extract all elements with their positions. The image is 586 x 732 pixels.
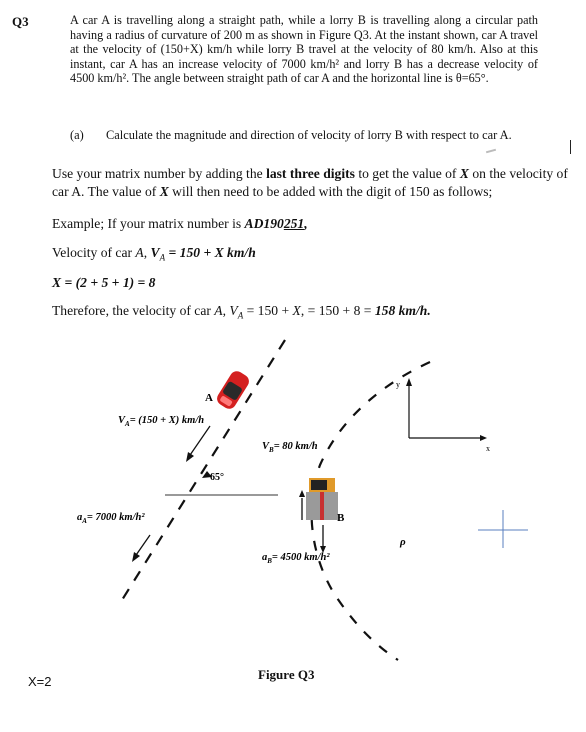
acceleration-arrowhead-icon bbox=[132, 552, 140, 562]
velocity-arrowhead-icon bbox=[299, 490, 305, 497]
car-a-acceleration-label: $a_A= 7000$ km/h² bbox=[77, 512, 145, 525]
velocity-line: Velocity of car A, $V_A = 150 + X$ km/h bbox=[52, 245, 256, 263]
x-equation: X = (2 + 5 + 1) = 8 bbox=[52, 275, 156, 290]
handwritten-note: X=2 bbox=[28, 674, 52, 689]
car-a-path bbox=[122, 340, 285, 600]
car-a bbox=[214, 369, 251, 412]
x-axis-arrowhead-icon bbox=[480, 435, 487, 441]
question-paragraph: A car A is travelling along a straight path, while a lorry B is travelling along a circular path having a radius of curvature of 200 m as shown in Figure Q3. At the instant shown, car A travel at the velocity of (150+X) km/h while lorry B travel at the velocity of 80 km/h. Also at this instant, car A has an increase velocity of 7000 km/h² and lorry B has a decrease velocity of 4500 km/h². The angle between straight path of car A and the horizontal line is θ=65°. bbox=[70, 13, 538, 86]
question-number: Q3 bbox=[12, 14, 29, 29]
car-a-velocity-arrow bbox=[188, 426, 210, 458]
lorry-b bbox=[306, 478, 338, 520]
y-axis-arrowhead-icon bbox=[406, 378, 412, 386]
car-a-label: A bbox=[205, 392, 213, 404]
car-a-velocity-label: $V_A= (150 + X)$ km/h bbox=[118, 415, 205, 428]
y-axis-label: y bbox=[396, 380, 400, 389]
velocity-arrowhead-icon bbox=[186, 452, 194, 462]
subquestion-label: (a) bbox=[70, 128, 84, 142]
subquestion-text: Calculate the magnitude and direction of velocity of lorry B with respect to car A. bbox=[106, 128, 512, 142]
figure-caption: Figure Q3 bbox=[258, 667, 315, 682]
example-line: Example; If your matrix number is AD190251, bbox=[52, 216, 308, 231]
lorry-b-label: B bbox=[337, 512, 345, 524]
lorry-b-acceleration-label: $a_B= 4500$ km/h² bbox=[262, 552, 330, 565]
angle-label: 65° bbox=[210, 472, 224, 483]
rho-label: ρ bbox=[400, 536, 406, 548]
x-axis-label: x bbox=[486, 444, 490, 453]
instruction-paragraph: Use your matrix number by adding the last three digits to get the value of X on the velocity of car A. The value of X will then need to be added with the digit of 150 as follows; bbox=[52, 166, 568, 199]
lorry-b-velocity-label: $V_B= 80$ km/h bbox=[262, 441, 318, 454]
therefore-line: Therefore, the velocity of car A, $V_A = 150 + X$, = 150 + 8 = 158 km/h. bbox=[52, 303, 431, 321]
